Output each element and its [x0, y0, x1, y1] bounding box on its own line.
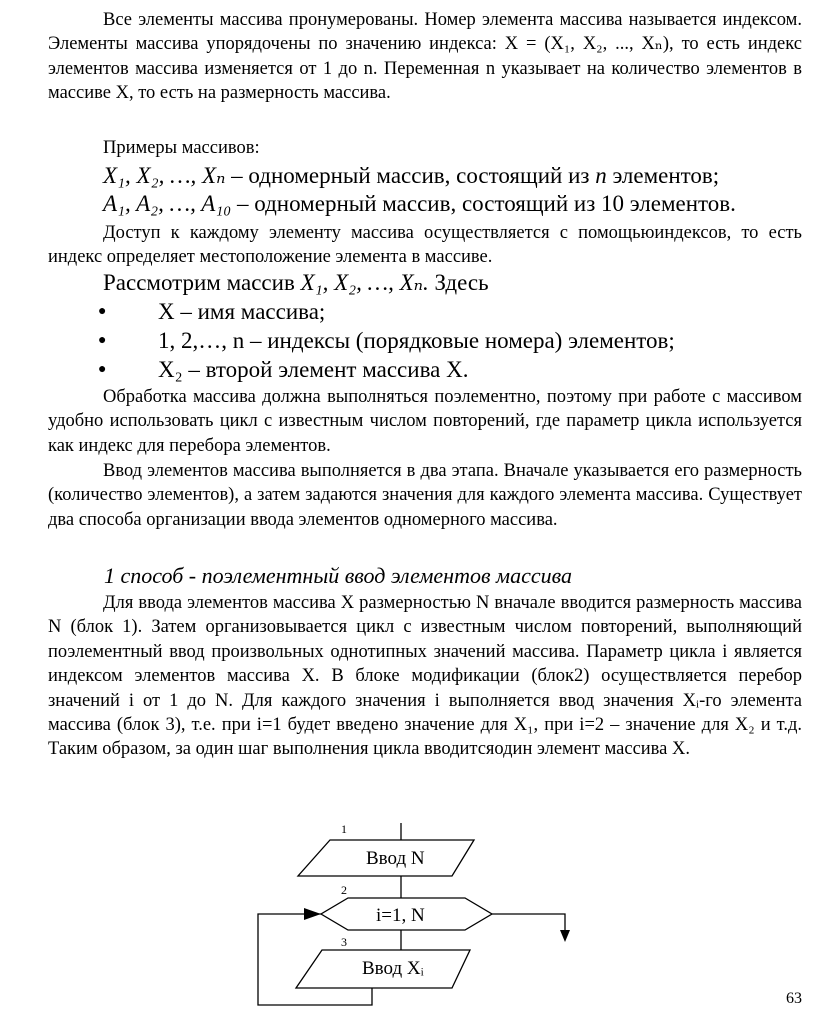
- loop-exit-line: [492, 914, 565, 936]
- consider-array: X₁, X₂, …, Xₙ.: [300, 270, 429, 295]
- paragraph-input: Ввод элементов массива выполняется в два этапа. Вначале указывается его размерность (количество элементов), а затем задаются значения для каждого элемента массива. Существует два способа организации ввода элементов одномерного массива.: [48, 461, 802, 530]
- example1-head: X₁, X₂, …, Xₙ: [103, 163, 226, 188]
- example1-n: n: [595, 163, 607, 188]
- bullet-dot-icon: ●: [98, 333, 107, 348]
- method1-title: 1 способ - поэлементный ввод элементов массива: [104, 563, 573, 588]
- exit-arrow-icon: [560, 930, 570, 942]
- block2-label: i=1, N: [376, 905, 425, 926]
- block3-label: Ввод Xᵢ: [362, 958, 424, 979]
- document-page: Все элементы массива пронумерованы. Номер элемента массива называется индексом. Элементы массива упорядочены по значению индекса: X = (X₁, X₂, ..., Xₙ), то есть индекс элементов массива изменяется от 1 до n. Переменная n указывает на количество элементов в массиве X, то есть на размерность массива. Примеры массивов: X₁, X₂, …, Xₙ – одномерный массив, состоящий из n элементов; A₁, A₂, …, A₁₀ – одномерный массив, состоящий из 10 элементов. Доступ к каждому элементу массива осуществляется с помощьюиндексов, то есть индекс определяет местоположение элемента в массиве. Рассмотрим массив X₁, X₂, …, Xₙ. Здесь ● X – имя массива; ● 1, 2,…, n – индексы (порядковые номера) элементов; ● X₂ – второй элемент массива X. Обработка массива должна выполняться поэлементно, поэтому при работе с массивом удобно использовать цикл с известным числом повторений, где параметр цикла используется как индекс для перебора элементов. Ввод элементов массива выполняется в два этапа. Вначале указывается его размерность (количество элементов), а затем задаются значения для каждого элемента массива. Существует два способа организации ввода элементов одномерного массива. 1 способ - поэлементный ввод элементов массива Для ввода элементов массива X размерностью N вначале вводится размерность массива N (блок 1). Затем организовывается цикл с известным числом повторений, выполняющий поэлементный ввод произвольных однотипных значений массива. Параметр цикла i является индексом элементов массива X. В блоке модификации (блок2) осуществляется перебор значений i от 1 до N. Для каждого значения i выполняется ввод значения Xᵢ-го элемента массива (блок 3), т.е. при i=1 будет введено значение для X₁, при i=2 – значение для X₂ и т.д. Таким образом, за один шаг выполнения цикла вводитсяодин элемент массива X. 1 Ввод N 2 i=1, N 3 Ввод Xᵢ 63: [0, 0, 816, 1011]
- example2-text: – одномерный массив, состоящий из 10 элементов.: [231, 191, 736, 216]
- bullet-dot-icon: ●: [98, 304, 107, 319]
- example2-head: A₁, A₂, …, A₁₀: [103, 191, 232, 216]
- loop-back-arrow-icon: [304, 908, 321, 920]
- page-number: 63: [786, 990, 802, 1007]
- bullet-dot-icon: ●: [98, 362, 107, 377]
- block1-number: 1: [341, 822, 347, 836]
- paragraph-method1: Для ввода элементов массива X размерностью N вначале вводится размерность массива N (блок 1). Затем организовывается цикл с известным числом повторений, выполняющий поэлементный ввод произвольных однотипных значений массива. Параметр цикла i является индексом элементов массива X. В блоке модификации (блок2) осуществляется перебор значений i от 1 до N. Для каждого значения i выполняется ввод значения Xᵢ-го элемента массива (блок 3), т.е. при i=1 будет введено значение для X₁, при i=2 – значение для X₂ и т.д. Таким образом, за один шаг выполнения цикла вводитсяодин элемент массива X.: [48, 593, 802, 760]
- paragraph-access: Доступ к каждому элементу массива осуществляется с помощьюиндексов, то есть индекс определяет местоположение элемента в массиве.: [48, 223, 802, 268]
- example1-text-b: элементов;: [606, 163, 720, 188]
- paragraph-processing: Обработка массива должна выполняться поэлементно, поэтому при работе с массивом удобно использовать цикл с известным числом повторений, где параметр цикла используется как индекс для перебора элементов.: [48, 387, 802, 456]
- block2-number: 2: [341, 883, 347, 897]
- block1-label: Ввод N: [366, 848, 425, 869]
- paragraph-array-indexing: Все элементы массива пронумерованы. Номер элемента массива называется индексом. Элементы массива упорядочены по значению индекса: X = (X₁, X₂, ..., Xₙ), то есть индекс элементов массива изменяется от 1 до n. Переменная n указывает на количество элементов в массиве X, то есть на размерность массива.: [48, 10, 802, 104]
- block3-number: 3: [341, 935, 347, 949]
- consider-suffix: Здесь: [428, 270, 489, 295]
- examples-label: Примеры массивов:: [103, 138, 260, 158]
- consider-prefix: Рассмотрим массив: [103, 270, 301, 295]
- example1-text-a: – одномерный массив, состоящий из: [225, 163, 596, 188]
